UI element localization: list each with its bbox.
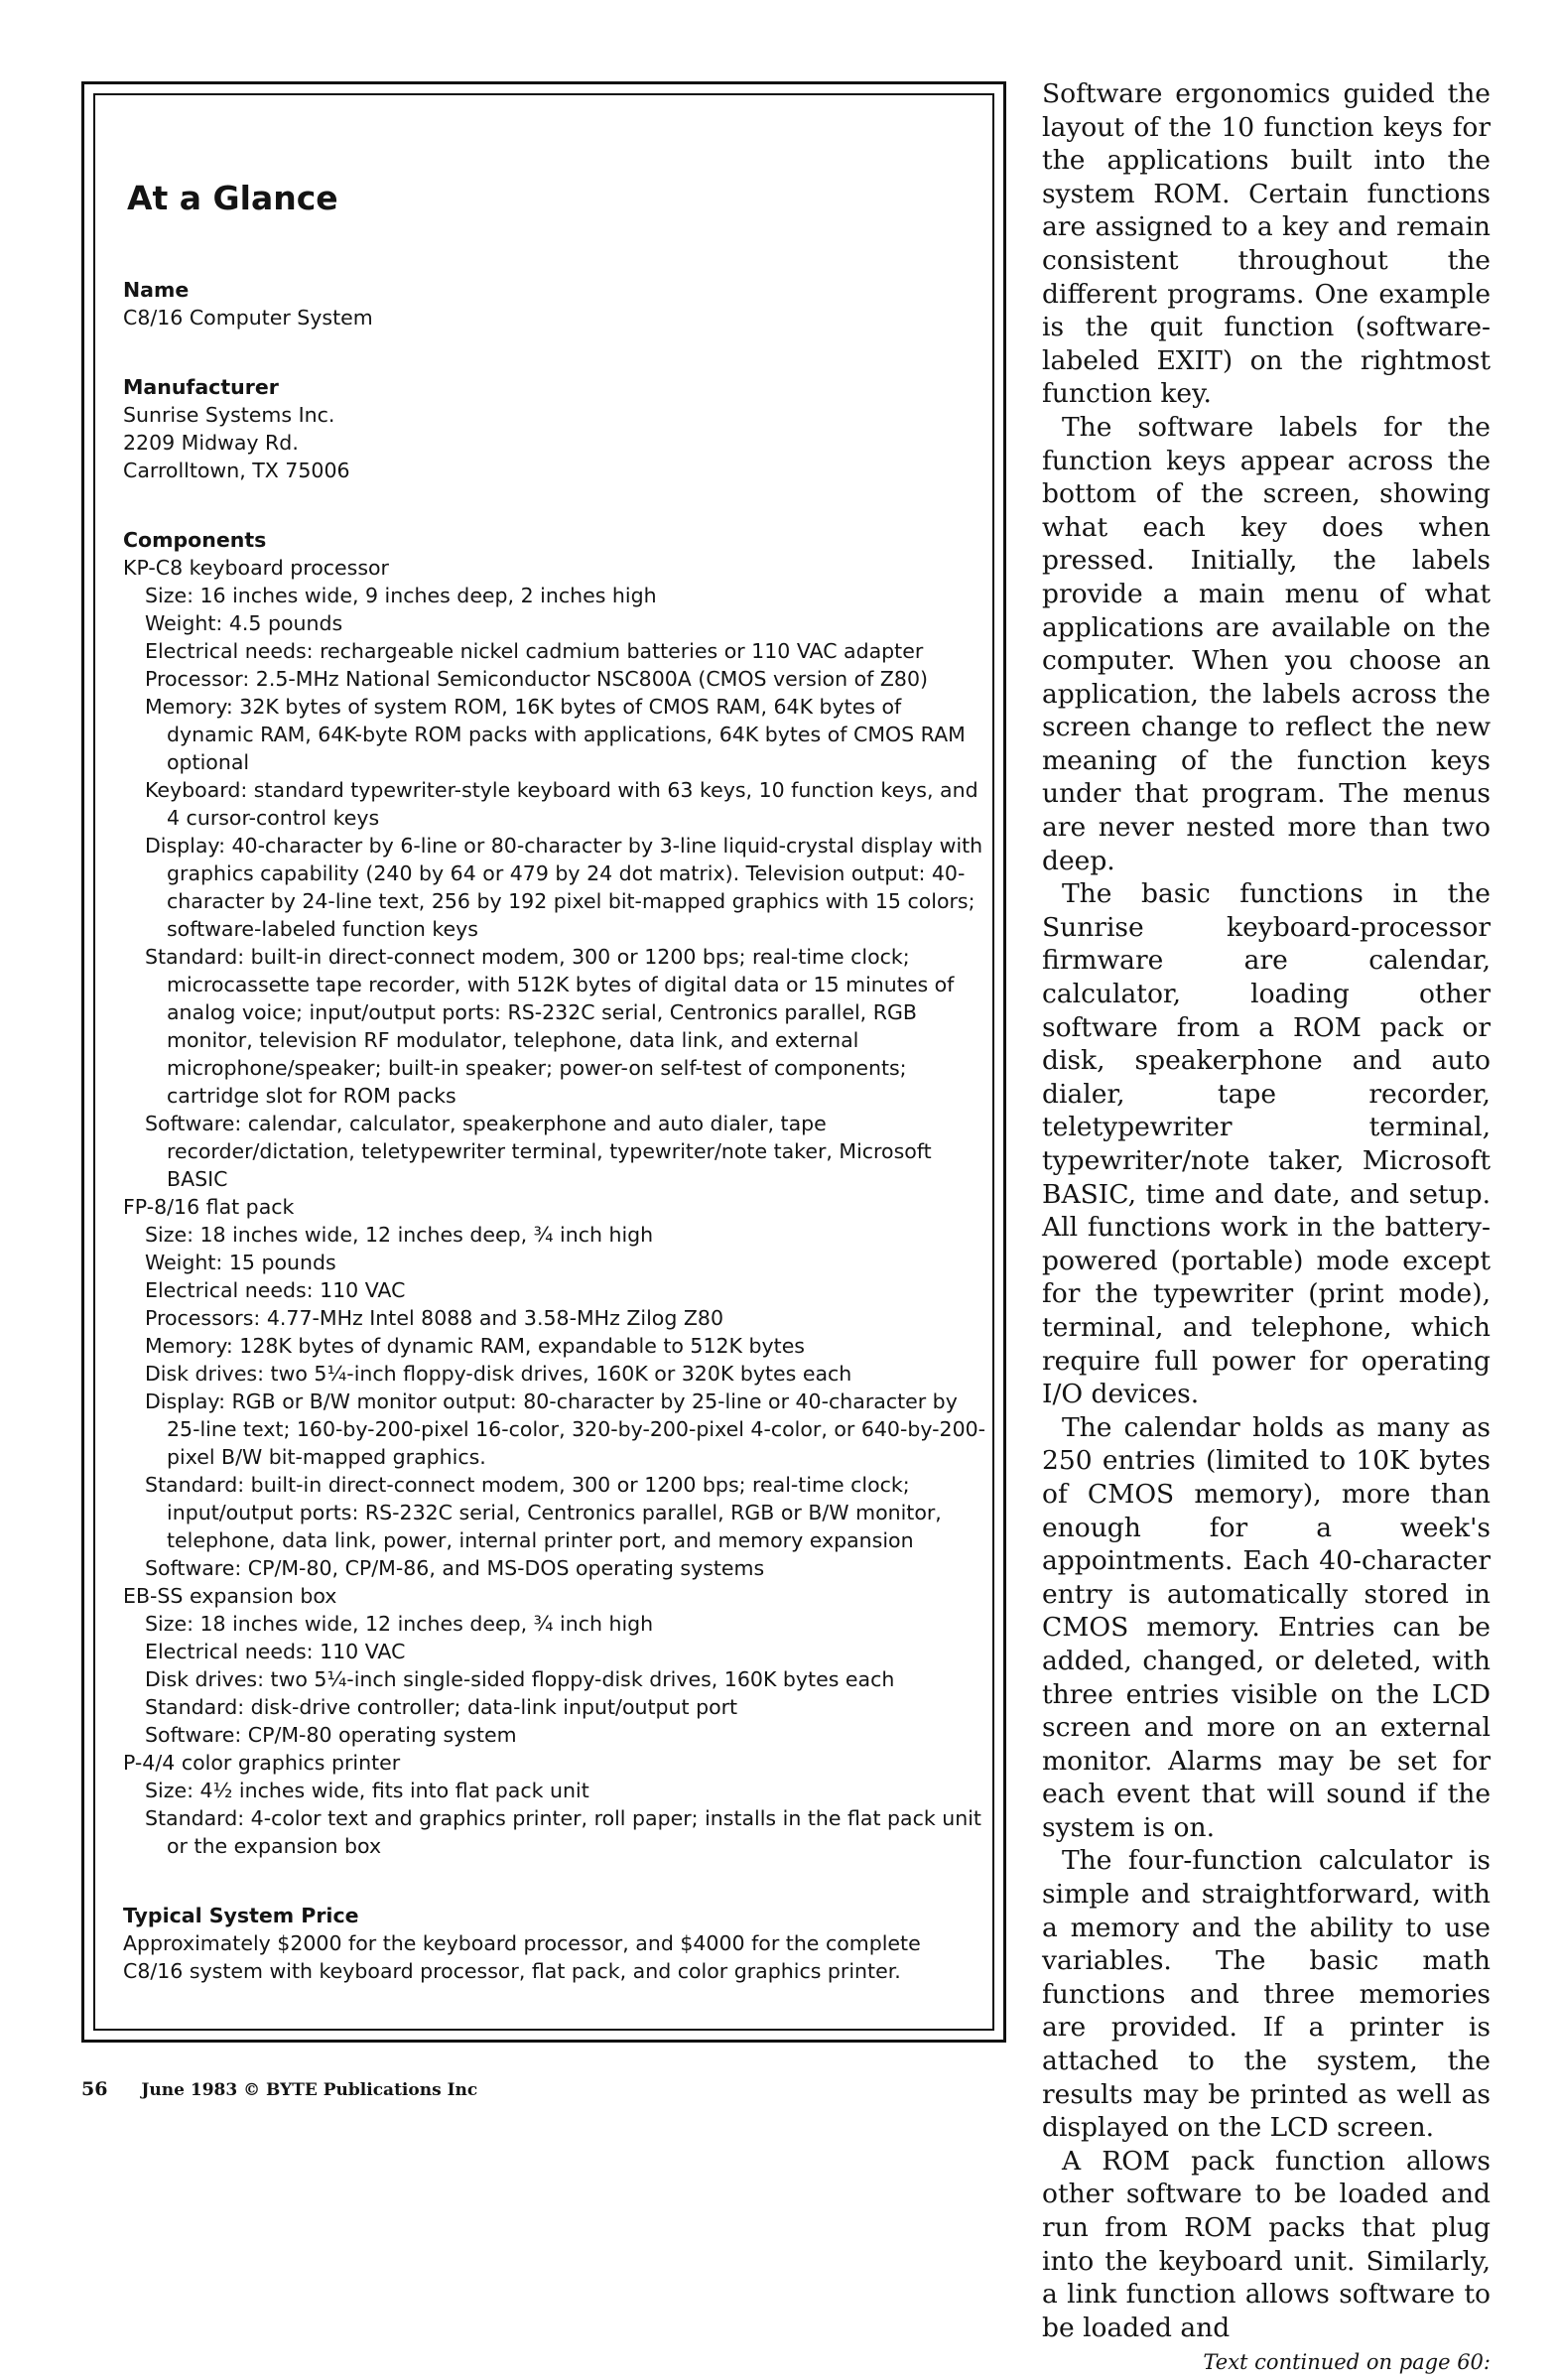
continued-note: Text continued on page 60: [1203,2350,1491,2375]
at-a-glance-content [123,179,986,1985]
footer-credit: June 1983 © BYTE Publications Inc [141,2080,478,2100]
component-spec: Display: 40-character by 6-line or 80-character by 3-line liquid-crystal display with graphics capability (240 by 64 or 479 by 24 dot matrix). Television output: 40-character by 24-line text, 256 by 192 pixel bit-mapped graphics with 15 colors; software-labeled function keys [145,834,983,941]
article-paragraph: A ROM pack function allows other software to be loaded and run from ROM packs that plug into the keyboard unit. Similarly, a link function allows software to be loaded and [1042,2145,1491,2343]
article-column [1042,77,1491,2380]
article-paragraph: The four-function calculator is simple and straightforward, with a memory and the ability to use variables. The basic math functions and three memories are provided. If a printer is attached to the system, the results may be printed as well as displayed on the LCD screen. [1042,1845,1491,2144]
manufacturer-line: Sunrise Systems Inc. [123,403,335,427]
manufacturer-heading: Manufacturer [123,375,279,399]
article-paragraph: The basic functions in the Sunrise keyboard-processor firmware are calendar, calculator, loading other software from a ROM pack or disk, speakerphone and auto dialer, tape recorder, teletypewriter terminal, typewriter/note taker, Microsoft BASIC, time and date, and setup. All functions work in the battery-powered (portable) mode except for the typewriter (print mode), terminal, and telephone, which require full power for operating I/O devices. [1042,878,1491,1410]
component-name: P-4/4 color graphics printer [123,1751,401,1775]
components-heading: Components [123,528,267,552]
component-spec: Electrical needs: 110 VAC [145,1278,406,1302]
component-spec: Weight: 15 pounds [145,1251,336,1274]
price-text: Approximately $2000 for the keyboard processor, and $4000 for the complete C8/16 system with keyboard processor, flat pack, and color graphics printer. [123,1931,921,1983]
article-paragraph: The software labels for the function keys appear across the bottom of the screen, showing what each key does when pressed. Initially, the labels provide a main menu of what applications are available on the computer. When you choose an application, the labels across the screen change to reflect the new meaning of the function keys under that program. The menus are never nested more than two deep. [1042,411,1491,876]
component-spec: Disk drives: two 5¼-inch single-sided floppy-disk drives, 160K bytes each [145,1667,895,1691]
component-spec: Keyboard: standard typewriter-style keyboard with 63 keys, 10 function keys, and 4 cursor-control keys [145,778,978,830]
component-spec: Standard: disk-drive controller; data-link input/output port [145,1695,738,1719]
manufacturer-line: Carrolltown, TX 75006 [123,459,350,482]
component-spec: Software: calendar, calculator, speakerphone and auto dialer, tape recorder/dictation, teletypewriter terminal, typewriter/note taker, Microsoft BASIC [145,1112,932,1191]
component-spec: Electrical needs: rechargeable nickel cadmium batteries or 110 VAC adapter [145,639,924,663]
component-spec: Size: 18 inches wide, 12 inches deep, ¾ inch high [145,1612,654,1636]
name-heading: Name [123,278,190,302]
component-spec: Electrical needs: 110 VAC [145,1640,406,1663]
component-spec: Memory: 32K bytes of system ROM, 16K bytes of CMOS RAM, 64K bytes of dynamic RAM, 64K-byte ROM packs with applications, 64K bytes of CMOS RAM optional [145,695,966,774]
glance-title: At a Glance [127,179,338,217]
component-spec: Size: 18 inches wide, 12 inches deep, ¾ inch high [145,1223,654,1247]
name-value: C8/16 Computer System [123,306,373,330]
component-spec: Size: 16 inches wide, 9 inches deep, 2 inches high [145,584,657,607]
article-paragraph: Software ergonomics guided the layout of the 10 function keys for the applications built into the system ROM. Certain functions are assigned to a key and remain consistent throughout the different programs. One example is the quit function (software-labeled EXIT) on the rightmost function key. [1042,78,1491,410]
component-name: FP-8/16 flat pack [123,1195,295,1219]
component-spec: Disk drives: two 5¼-inch floppy-disk drives, 160K or 320K bytes each [145,1362,852,1386]
page-number: 56 [81,2078,108,2100]
component-spec: Processor: 2.5-MHz National Semiconductor NSC800A (CMOS version of Z80) [145,667,929,691]
component-spec: Software: CP/M-80 operating system [145,1723,517,1747]
component-spec: Display: RGB or B/W monitor output: 80-character by 25-line or 40-character by 25-line text; 160-by-200-pixel 16-color, 320-by-200-pixel 4-color, or 640-by-200-pixel B/W bit-mapped graphics. [145,1389,986,1469]
component-spec: Standard: built-in direct-connect modem, 300 or 1200 bps; real-time clock; input/output ports: RS-232C serial, Centronics parallel, RGB or B/W monitor, telephone, data link, power, internal printer port, and memory expansion [145,1473,942,1552]
article-paragraph: The calendar holds as many as 250 entries (limited to 10K bytes of CMOS memory), more than enough for a week's appointments. Each 40-character entry is automatically stored in CMOS memory. Entries can be added, changed, or deleted, with three entries visible on the LCD screen and more on an external monitor. Alarms may be set for each event that will sound if the system is on. [1042,1411,1491,1843]
component-spec: Memory: 128K bytes of dynamic RAM, expandable to 512K bytes [145,1334,805,1358]
component-spec: Standard: built-in direct-connect modem, 300 or 1200 bps; real-time clock; microcassette tape recorder, with 512K bytes of digital data or 15 minutes of analog voice; input/output ports: RS-232C serial, Centronics parallel, RGB monitor, television RF modulator, telephone, data link, and external microphone/speaker; built-in speaker; power-on self-test of components; cartridge slot for ROM packs [145,945,955,1108]
component-name: KP-C8 keyboard processor [123,556,389,580]
component-spec: Weight: 4.5 pounds [145,611,343,635]
page-footer [81,2078,477,2100]
manufacturer-line: 2209 Midway Rd. [123,431,299,455]
component-spec: Size: 4½ inches wide, fits into flat pack unit [145,1779,589,1802]
component-spec: Standard: 4-color text and graphics printer, roll paper; installs in the flat pack unit or the expansion box [145,1806,981,1858]
component-spec: Software: CP/M-80, CP/M-86, and MS-DOS operating systems [145,1556,765,1580]
component-name: EB-SS expansion box [123,1584,337,1608]
price-heading: Typical System Price [123,1904,359,1927]
component-spec: Processors: 4.77-MHz Intel 8088 and 3.58-MHz Zilog Z80 [145,1306,723,1330]
